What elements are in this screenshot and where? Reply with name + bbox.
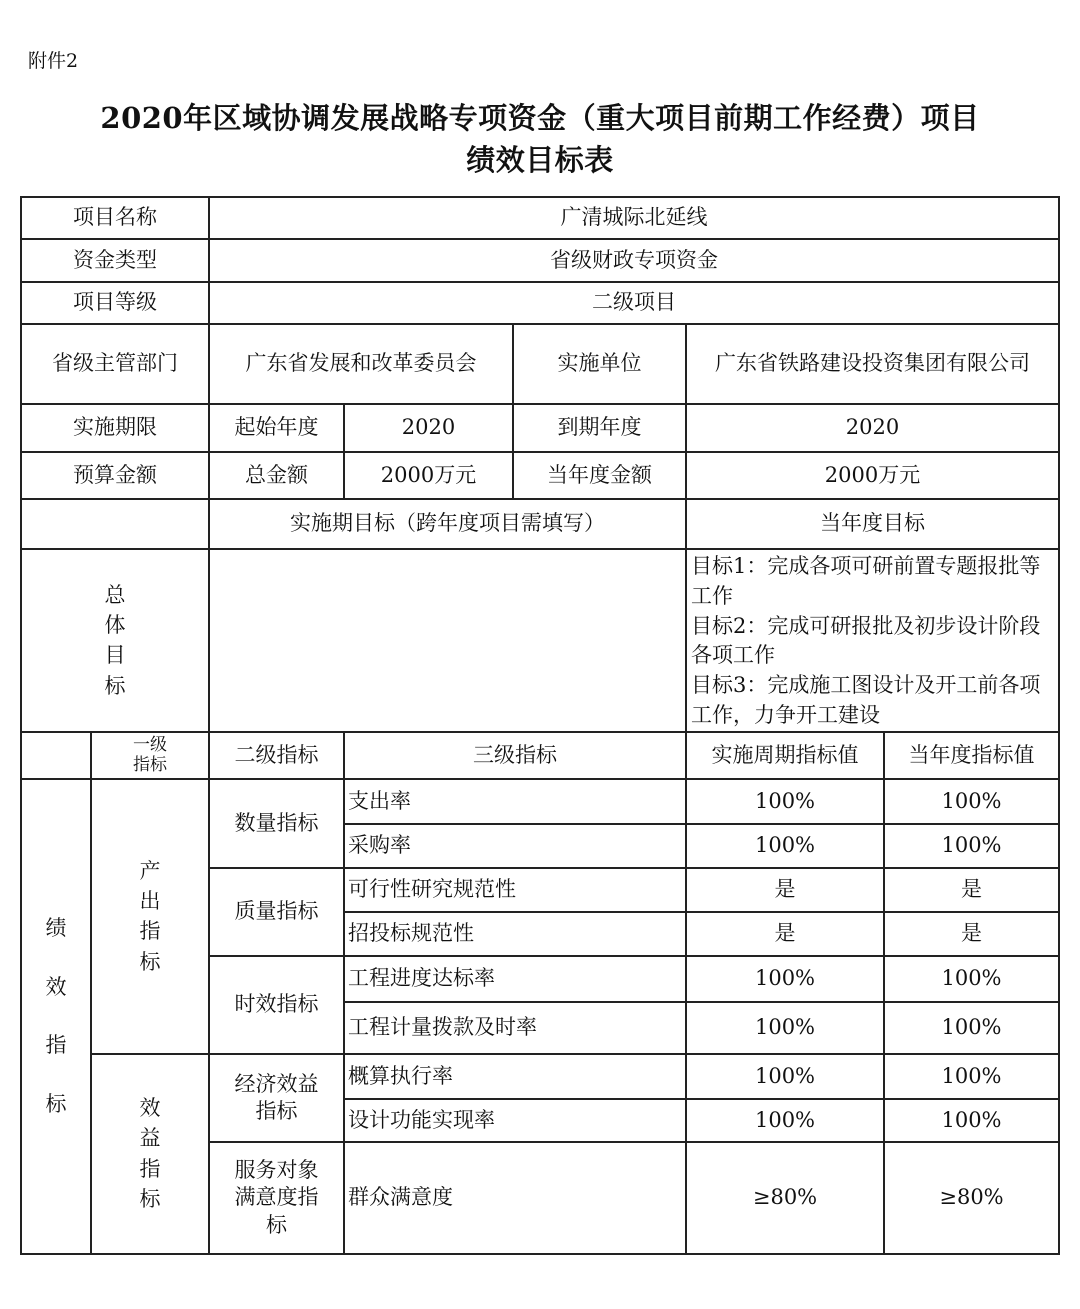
start-year-label: 起始年度	[209, 404, 344, 452]
document-title: 2020年区域协调发展战略专项资金（重大项目前期工作经费）项目	[100, 101, 980, 135]
level2-indicator-text: 数量指标	[234, 810, 319, 835]
year-goal-value: 目标1：完成各项可研前置专题报批等工作 目标2：完成可研报批及初步设计阶段各项工作 目标3：完成施工图设计及开工前各项工作，力争开工建设	[686, 549, 1059, 732]
period-value: 100%	[686, 1002, 884, 1054]
year-value: ≥80%	[884, 1142, 1059, 1254]
budget-label: 预算金额	[21, 452, 209, 499]
level1-header-text: 一级指标	[132, 734, 167, 776]
row-overall-goal	[21, 549, 1059, 732]
year-value: 100%	[884, 1054, 1059, 1099]
level3-indicator: 招投标规范性	[344, 912, 686, 956]
level2-indicator-text: 经济效益指标	[234, 1071, 319, 1123]
level1-indicator	[91, 1054, 209, 1254]
impl-unit-value: 广东省铁路建设投资集团有限公司	[686, 324, 1059, 404]
year-goal-header: 当年度目标	[686, 499, 1059, 549]
row-indicator-headers	[21, 732, 1059, 779]
level1-indicator-text: 效益指标	[139, 1096, 161, 1212]
year-amount-value: 2000万元	[686, 452, 1059, 499]
level3-indicator: 工程进度达标率	[344, 956, 686, 1002]
overall-goal-label-text: 总体目标	[104, 582, 126, 698]
dept-value: 广东省发展和改革委员会	[209, 324, 513, 404]
level2-indicator	[209, 868, 344, 956]
level2-indicator	[209, 956, 344, 1054]
year-value-header: 当年度指标值	[884, 732, 1059, 779]
total-amount-label: 总金额	[209, 452, 344, 499]
level3-indicator: 采购率	[344, 824, 686, 868]
year-value: 100%	[884, 824, 1059, 868]
level3-indicator: 可行性研究规范性	[344, 868, 686, 912]
period-value: 100%	[686, 779, 884, 824]
level2-indicator	[209, 1142, 344, 1254]
empty-cell	[21, 499, 209, 549]
fund-type-value: 省级财政专项资金	[209, 239, 1059, 282]
row-project-name	[21, 197, 1059, 239]
period-value: 100%	[686, 824, 884, 868]
level2-header: 二级指标	[209, 732, 344, 779]
row-project-level	[21, 282, 1059, 324]
indicator-row	[21, 779, 1059, 824]
indicator-row	[21, 1054, 1059, 1099]
document-subtitle: 绩效目标表	[466, 143, 614, 177]
project-level-value: 二级项目	[209, 282, 1059, 324]
level3-indicator: 群众满意度	[344, 1142, 686, 1254]
year-value: 100%	[884, 1002, 1059, 1054]
level3-indicator: 支出率	[344, 779, 686, 824]
project-name-value: 广清城际北延线	[209, 197, 1059, 239]
period-value: 100%	[686, 956, 884, 1002]
year-value: 是	[884, 912, 1059, 956]
period-value: 是	[686, 868, 884, 912]
period-goal-value	[209, 549, 686, 732]
project-name-label: 项目名称	[21, 197, 209, 239]
row-period	[21, 404, 1059, 452]
level2-indicator-text: 质量指标	[234, 899, 319, 924]
level1-header	[91, 732, 209, 779]
level1-indicator	[91, 779, 209, 1054]
period-value: 100%	[686, 1054, 884, 1099]
fund-type-label: 资金类型	[21, 239, 209, 282]
level2-indicator	[209, 1054, 344, 1142]
level2-indicator-text: 时效指标	[234, 992, 319, 1017]
performance-target-table	[20, 196, 1060, 1255]
period-value-header: 实施周期指标值	[686, 732, 884, 779]
total-amount-value: 2000万元	[344, 452, 513, 499]
impl-unit-label: 实施单位	[513, 324, 686, 404]
row-budget	[21, 452, 1059, 499]
end-year-label: 到期年度	[513, 404, 686, 452]
start-year-value: 2020	[344, 404, 513, 452]
level1-indicator-text: 产出指标	[139, 858, 161, 974]
performance-indicator-label	[21, 779, 91, 1254]
row-department	[21, 324, 1059, 404]
dept-label: 省级主管部门	[21, 324, 209, 404]
end-year-value: 2020	[686, 404, 1059, 452]
level2-indicator-text: 服务对象满意度指标	[234, 1157, 319, 1237]
period-value: ≥80%	[686, 1142, 884, 1254]
year-value: 100%	[884, 1099, 1059, 1142]
year-value: 是	[884, 868, 1059, 912]
level3-indicator: 设计功能实现率	[344, 1099, 686, 1142]
year-value: 100%	[884, 956, 1059, 1002]
row-goal-headers	[21, 499, 1059, 549]
period-value: 是	[686, 912, 884, 956]
period-goal-header: 实施期目标（跨年度项目需填写）	[209, 499, 686, 549]
project-level-label: 项目等级	[21, 282, 209, 324]
row-fund-type	[21, 239, 1059, 282]
attachment-label: 附件2	[28, 50, 79, 72]
overall-goal-label	[21, 549, 209, 732]
level3-indicator: 概算执行率	[344, 1054, 686, 1099]
period-label: 实施期限	[21, 404, 209, 452]
year-value: 100%	[884, 779, 1059, 824]
year-amount-label: 当年度金额	[513, 452, 686, 499]
empty-cell	[21, 732, 91, 779]
level2-indicator	[209, 779, 344, 868]
level3-header: 三级指标	[344, 732, 686, 779]
performance-indicator-label-text: 绩效指标	[45, 915, 67, 1117]
period-value: 100%	[686, 1099, 884, 1142]
level3-indicator: 工程计量拨款及时率	[344, 1002, 686, 1054]
